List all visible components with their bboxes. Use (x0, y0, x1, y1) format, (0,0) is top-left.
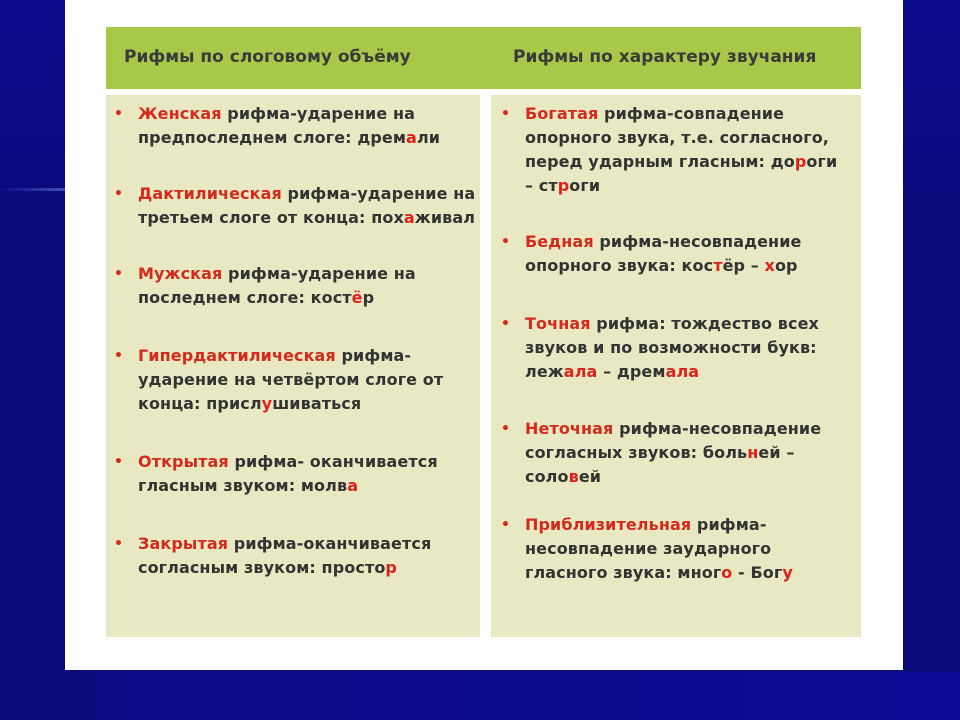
rhyme-term: Богатая (525, 104, 599, 123)
stressed-letter: о (721, 563, 733, 582)
text-segment: - Бог (732, 563, 783, 582)
rhyme-item-line (114, 532, 431, 556)
text-segment: рифма- (335, 346, 412, 365)
rhyme-item (114, 182, 475, 230)
rhyme-item-line (114, 182, 475, 206)
rhyme-term: Приблизительная (525, 515, 692, 534)
rhyme-item (114, 262, 416, 310)
stressed-letter: р (794, 152, 807, 171)
rhyme-item-line (114, 206, 475, 230)
text-segment: рифма-совпадение (598, 104, 785, 123)
rhyme-item (501, 102, 837, 198)
stressed-letter: р (557, 176, 570, 195)
text-segment: предпоследнем слоге: дрем (138, 128, 407, 147)
rhyme-term: Открытая (138, 452, 229, 471)
header-right-title: Рифмы по характеру звучания (513, 47, 817, 67)
rhyme-item-line (501, 360, 819, 384)
bullet-icon: • (114, 536, 124, 552)
rhyme-item-line (114, 262, 416, 286)
stressed-letter: у (261, 394, 273, 413)
bullet-icon: • (501, 106, 511, 122)
header-left-title: Рифмы по слоговому объёму (124, 47, 411, 67)
rhyme-item-line (114, 344, 443, 368)
text-segment: конца: присл (138, 394, 262, 413)
bullet-icon: • (501, 421, 511, 437)
stressed-letter: в (568, 467, 579, 486)
rhyme-term: Дактилическая (138, 184, 282, 203)
text-segment: рифма-оканчивается (228, 534, 432, 553)
text-segment: согласным звуком: просто (138, 558, 386, 577)
rhyme-item-line (501, 441, 821, 465)
stressed-letter: х (764, 256, 775, 275)
stressed-letter: а (403, 208, 415, 227)
rhyme-item (501, 513, 793, 585)
rhyme-item (501, 417, 821, 489)
text-segment: – дрем (597, 362, 666, 381)
text-segment: гласного звука: мног (525, 563, 722, 582)
text-segment: опорного звука, т.е. согласного, (525, 128, 829, 147)
bullet-icon: • (114, 348, 124, 364)
text-segment: звуков и по возможности букв: (525, 338, 817, 357)
rhyme-item-line (501, 513, 793, 537)
rhyme-item (114, 532, 431, 580)
rhyme-item (501, 312, 819, 384)
rhyme-item-line (114, 556, 431, 580)
stressed-letter: ё (351, 288, 363, 307)
rhyme-term: Гипердактилическая (138, 346, 336, 365)
rhyme-item-line (114, 368, 443, 392)
bullet-icon: • (114, 186, 124, 202)
rhyme-item-line (501, 150, 837, 174)
rhyme-item (114, 344, 443, 416)
rhyme-term: Мужская (138, 264, 223, 283)
rhyme-term: Бедная (525, 232, 594, 251)
rhyme-item-line (501, 561, 793, 585)
text-segment: последнем слоге: кост (138, 288, 352, 307)
rhyme-item (114, 102, 440, 150)
text-segment: рифма-ударение на (281, 184, 476, 203)
text-segment: гласным звуком: молв (138, 476, 348, 495)
slide-card (65, 0, 903, 670)
background-bottom-band (95, 672, 960, 720)
text-segment: рифма-ударение на (221, 104, 416, 123)
rhyme-item-line (114, 450, 438, 474)
stressed-letter: ала (665, 362, 700, 381)
rhyme-item-line (114, 392, 443, 416)
text-segment: ор (774, 256, 798, 275)
rhyme-term: Неточная (525, 419, 614, 438)
text-segment: несовпадение заударного (525, 539, 772, 558)
rhyme-item-line (501, 174, 837, 198)
text-segment: рифма-ударение на (222, 264, 416, 283)
bullet-icon: • (114, 106, 124, 122)
rhyme-item-line (501, 230, 801, 254)
rhyme-item-line (501, 465, 821, 489)
text-segment: опорного звука: кос (525, 256, 714, 275)
bullet-icon: • (501, 517, 511, 533)
stressed-letter: р (385, 558, 397, 577)
text-segment: рифма: тождество всех (590, 314, 819, 333)
right-column (491, 95, 861, 637)
rhyme-item-line (114, 126, 440, 150)
stressed-letter: а (347, 476, 359, 495)
bullet-icon: • (501, 234, 511, 250)
rhyme-item (114, 450, 438, 498)
stressed-letter: у (782, 563, 793, 582)
bullet-icon: • (501, 316, 511, 332)
rhyme-item-line (501, 126, 837, 150)
text-segment: рифма-несовпадение (613, 419, 822, 438)
text-segment: оги (569, 176, 601, 195)
rhyme-item-line (114, 474, 438, 498)
text-segment: третьем слоге от конца: пох (138, 208, 404, 227)
rhyme-item-line (501, 312, 819, 336)
text-segment: леж (525, 362, 564, 381)
text-segment: рифма- оканчивается (228, 452, 438, 471)
stressed-letter: н (747, 443, 759, 462)
rhyme-item-line (501, 102, 837, 126)
rhyme-item-line (114, 286, 416, 310)
text-segment: рифма-несовпадение (593, 232, 802, 251)
rhyme-item (501, 230, 801, 278)
rhyme-item-line (114, 102, 440, 126)
table-header (106, 27, 861, 89)
text-segment: живал (414, 208, 476, 227)
rhyme-item-line (501, 336, 819, 360)
bullet-icon: • (114, 266, 124, 282)
rhyme-term: Женская (138, 104, 222, 123)
stressed-letter: а (406, 128, 417, 147)
stressed-letter: т (713, 256, 723, 275)
left-column (106, 95, 480, 637)
bullet-icon: • (114, 454, 124, 470)
rhyme-item-line (501, 537, 793, 561)
text-segment: рифма- (691, 515, 767, 534)
text-segment: ей (578, 467, 602, 486)
rhyme-term: Закрытая (138, 534, 229, 553)
text-segment: ей – (758, 443, 795, 462)
text-segment: ёр – (722, 256, 765, 275)
text-segment: оги (806, 152, 838, 171)
text-segment: р (362, 288, 375, 307)
text-segment: согласных звуков: боль (525, 443, 748, 462)
rhyme-item-line (501, 254, 801, 278)
text-segment: шиваться (272, 394, 362, 413)
text-segment: ли (416, 128, 441, 147)
text-segment: соло (525, 467, 569, 486)
rhyme-term: Точная (525, 314, 591, 333)
rhyme-item-line (501, 417, 821, 441)
stressed-letter: ала (563, 362, 598, 381)
text-segment: ударение на четвёртом слоге от (138, 370, 444, 389)
text-segment: – ст (525, 176, 558, 195)
text-segment: перед ударным гласным: до (525, 152, 795, 171)
